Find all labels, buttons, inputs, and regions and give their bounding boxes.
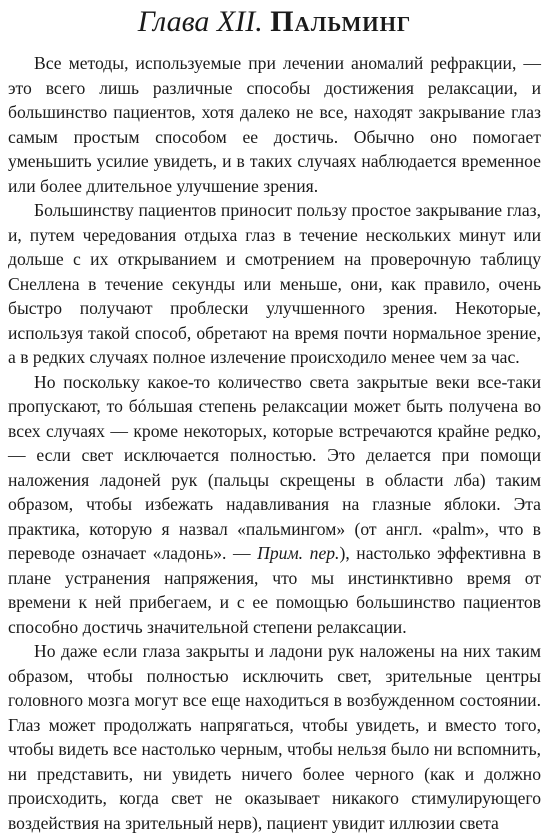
chapter-title: Пальминг	[270, 5, 412, 38]
paragraph-3-text-after: ), настолько эффективна в плане устранения напряжения, что мы инстинктивно время от времени к ней прибегаем, и с ее помощью большинство пациентов способно достичь значительной степени релаксации.	[8, 543, 541, 637]
paragraph-3-text-before: Но поскольку какое-то количество света закрытые веки все-таки пропускают, то бóльшая степень релаксации может быть получена во всех случаях — кроме некоторых, которые встречаются крайне редко, — если свет исключается полностью. Это делается при помощи наложения ладоней рук (пальцы скрещены в области лба) таким образом, чтобы избежать надавливания на глазные яблоки. Эта практика, которую я назвал «пальмингом» (от англ. «palm», что в переводе означает «ладонь». —	[8, 371, 541, 563]
chapter-number: Глава XII.	[137, 5, 263, 38]
paragraph-4: Но даже если глаза закрыты и ладони рук наложены на них таким образом, чтобы полностью исключить свет, зрительные центры головного мозга могут все еще находиться в возбужденном состоянии. Глаз может продолжать напрягаться, чтобы увидеть, и вместо того, чтобы видеть все настолько черным, чтобы нельзя было ни вспомнить, ни представить, ни увидеть ничего более черного (как и должно происходить, когда свет не оказывает никакого стимулирующего воздействия на зрительный нерв), пациент увидит иллюзии света	[8, 641, 541, 833]
paragraph-2: Большинству пациентов приносит пользу простое закрывание глаз, и, путем чередования отдыха глаз в течение нескольких минут или дольше с их открыванием и смотрением на проверочную таблицу Снеллена в течение секунды или меньше, они, как правило, очень быстро получают проблески улучшенного зрения. Некоторые, используя такой способ, обретают на время почти нормальное зрение, а в редких случаях полное излечение происходило менее чем за час.	[8, 200, 541, 367]
chapter-heading	[8, 0, 541, 42]
translator-note: Прим. пер.	[257, 543, 340, 563]
paragraph-1: Все методы, используемые при лечении аномалий рефракции, — это всего лишь различные способы достижения релаксации, и большинство пациентов, хотя далеко не все, находят закрывание глаз самым простым способом ее достичь. Обычно оно помогает уменьшить усилие увидеть, и в таких случаях наблюдается временное или более длительное улучшение зрения.	[8, 53, 541, 196]
paragraph-3	[8, 370, 541, 640]
chapter-body	[8, 51, 541, 835]
